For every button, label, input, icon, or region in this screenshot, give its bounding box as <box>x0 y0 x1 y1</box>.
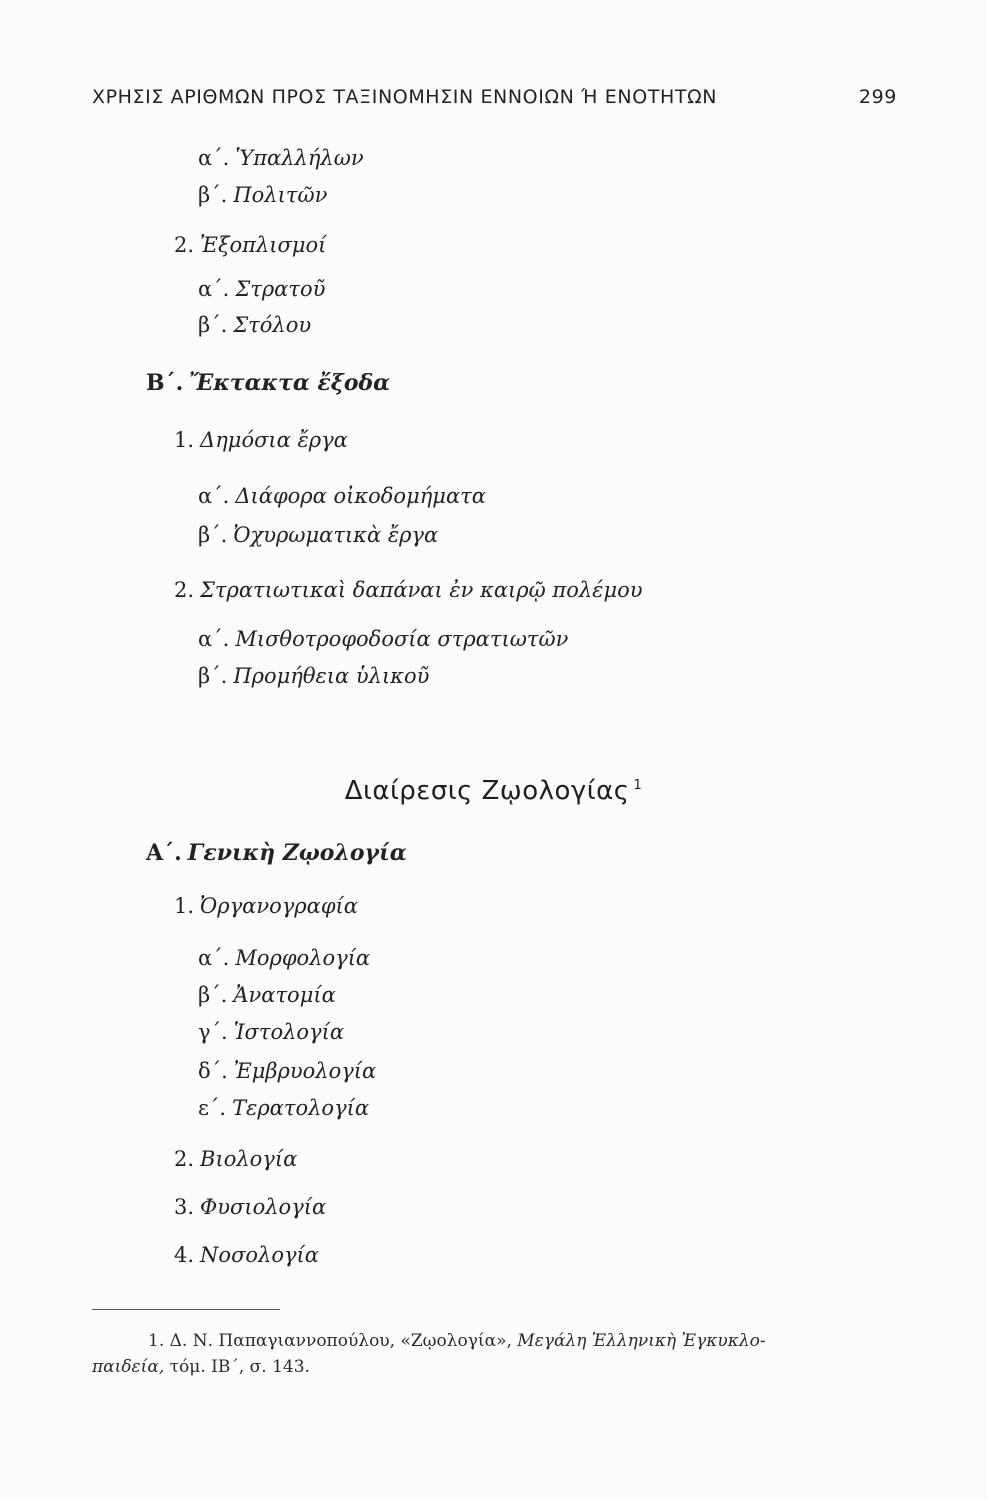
footnote-line-2: παιδεία, τόμ. ΙΒ΄, σ. 143. <box>92 1357 310 1377</box>
list-item: 4. Νοσολογία <box>174 1243 319 1267</box>
list-item: γ΄. Ἱστολογία <box>198 1020 345 1044</box>
list-item: α΄. Μισθοτροφοδοσία στρατιωτῶν <box>198 627 569 651</box>
list-item: 2. Βιολογία <box>174 1147 298 1171</box>
list-item: β΄. Προμήθεια ὑλικοῦ <box>198 664 430 688</box>
section-heading: Α΄. Γενικὴ Ζῳολογία <box>146 840 407 866</box>
list-item: 2. Στρατιωτικαὶ δαπάναι ἐν καιρῷ πολέμου <box>174 578 643 602</box>
running-header <box>92 86 897 108</box>
list-item: ε΄. Τερατολογία <box>198 1096 370 1120</box>
section-title: Διαίρεσις Ζῳολογίας $^1$ <box>344 776 643 806</box>
page-number: 299 <box>858 86 897 108</box>
list-item: 1. Δημόσια ἔργα <box>174 428 348 452</box>
footnote-rule <box>92 1309 280 1310</box>
list-item: α΄. Στρατοῦ <box>198 277 326 301</box>
list-item: 2. Ἐξοπλισμοί <box>174 233 327 257</box>
list-item: 3. Φυσιολογία <box>174 1195 327 1219</box>
footnote-line-1: 1. Δ. Ν. Παπαγιαννοπούλου, «Ζῳολογία», Μεγάλη Ἑλληνικὴ Ἐγκυκλο- <box>148 1331 766 1351</box>
footnote-mark: 1 <box>633 778 643 794</box>
running-header-title: ΧΡΗΣΙΣ ΑΡΙΘΜΩΝ ΠΡΟΣ ΤΑΞΙΝΟΜΗΣΙΝ ΕΝΝΟΙΩΝ Ή ΕΝΟΤΗΤΩΝ <box>92 86 718 108</box>
list-item: β΄. Ὀχυρωματικὰ ἔργα <box>198 523 439 547</box>
list-item: β΄. Ἀνατομία <box>198 983 336 1007</box>
list-item: β΄. Στόλου <box>198 313 312 337</box>
list-item: α΄. Διάφορα οἰκοδομήματα <box>198 484 486 508</box>
list-item: δ΄. Ἐμβρυολογία <box>198 1059 377 1083</box>
list-item: β΄. Πολιτῶν <box>198 183 328 207</box>
list-item: α΄. Μορφολογία <box>198 946 371 970</box>
section-heading: Β΄. Ἔκτακτα ἔξοδα <box>146 370 391 396</box>
list-item: α΄. Ὑπαλλήλων <box>198 146 364 170</box>
list-item: 1. Ὀργανογραφία <box>174 894 358 918</box>
